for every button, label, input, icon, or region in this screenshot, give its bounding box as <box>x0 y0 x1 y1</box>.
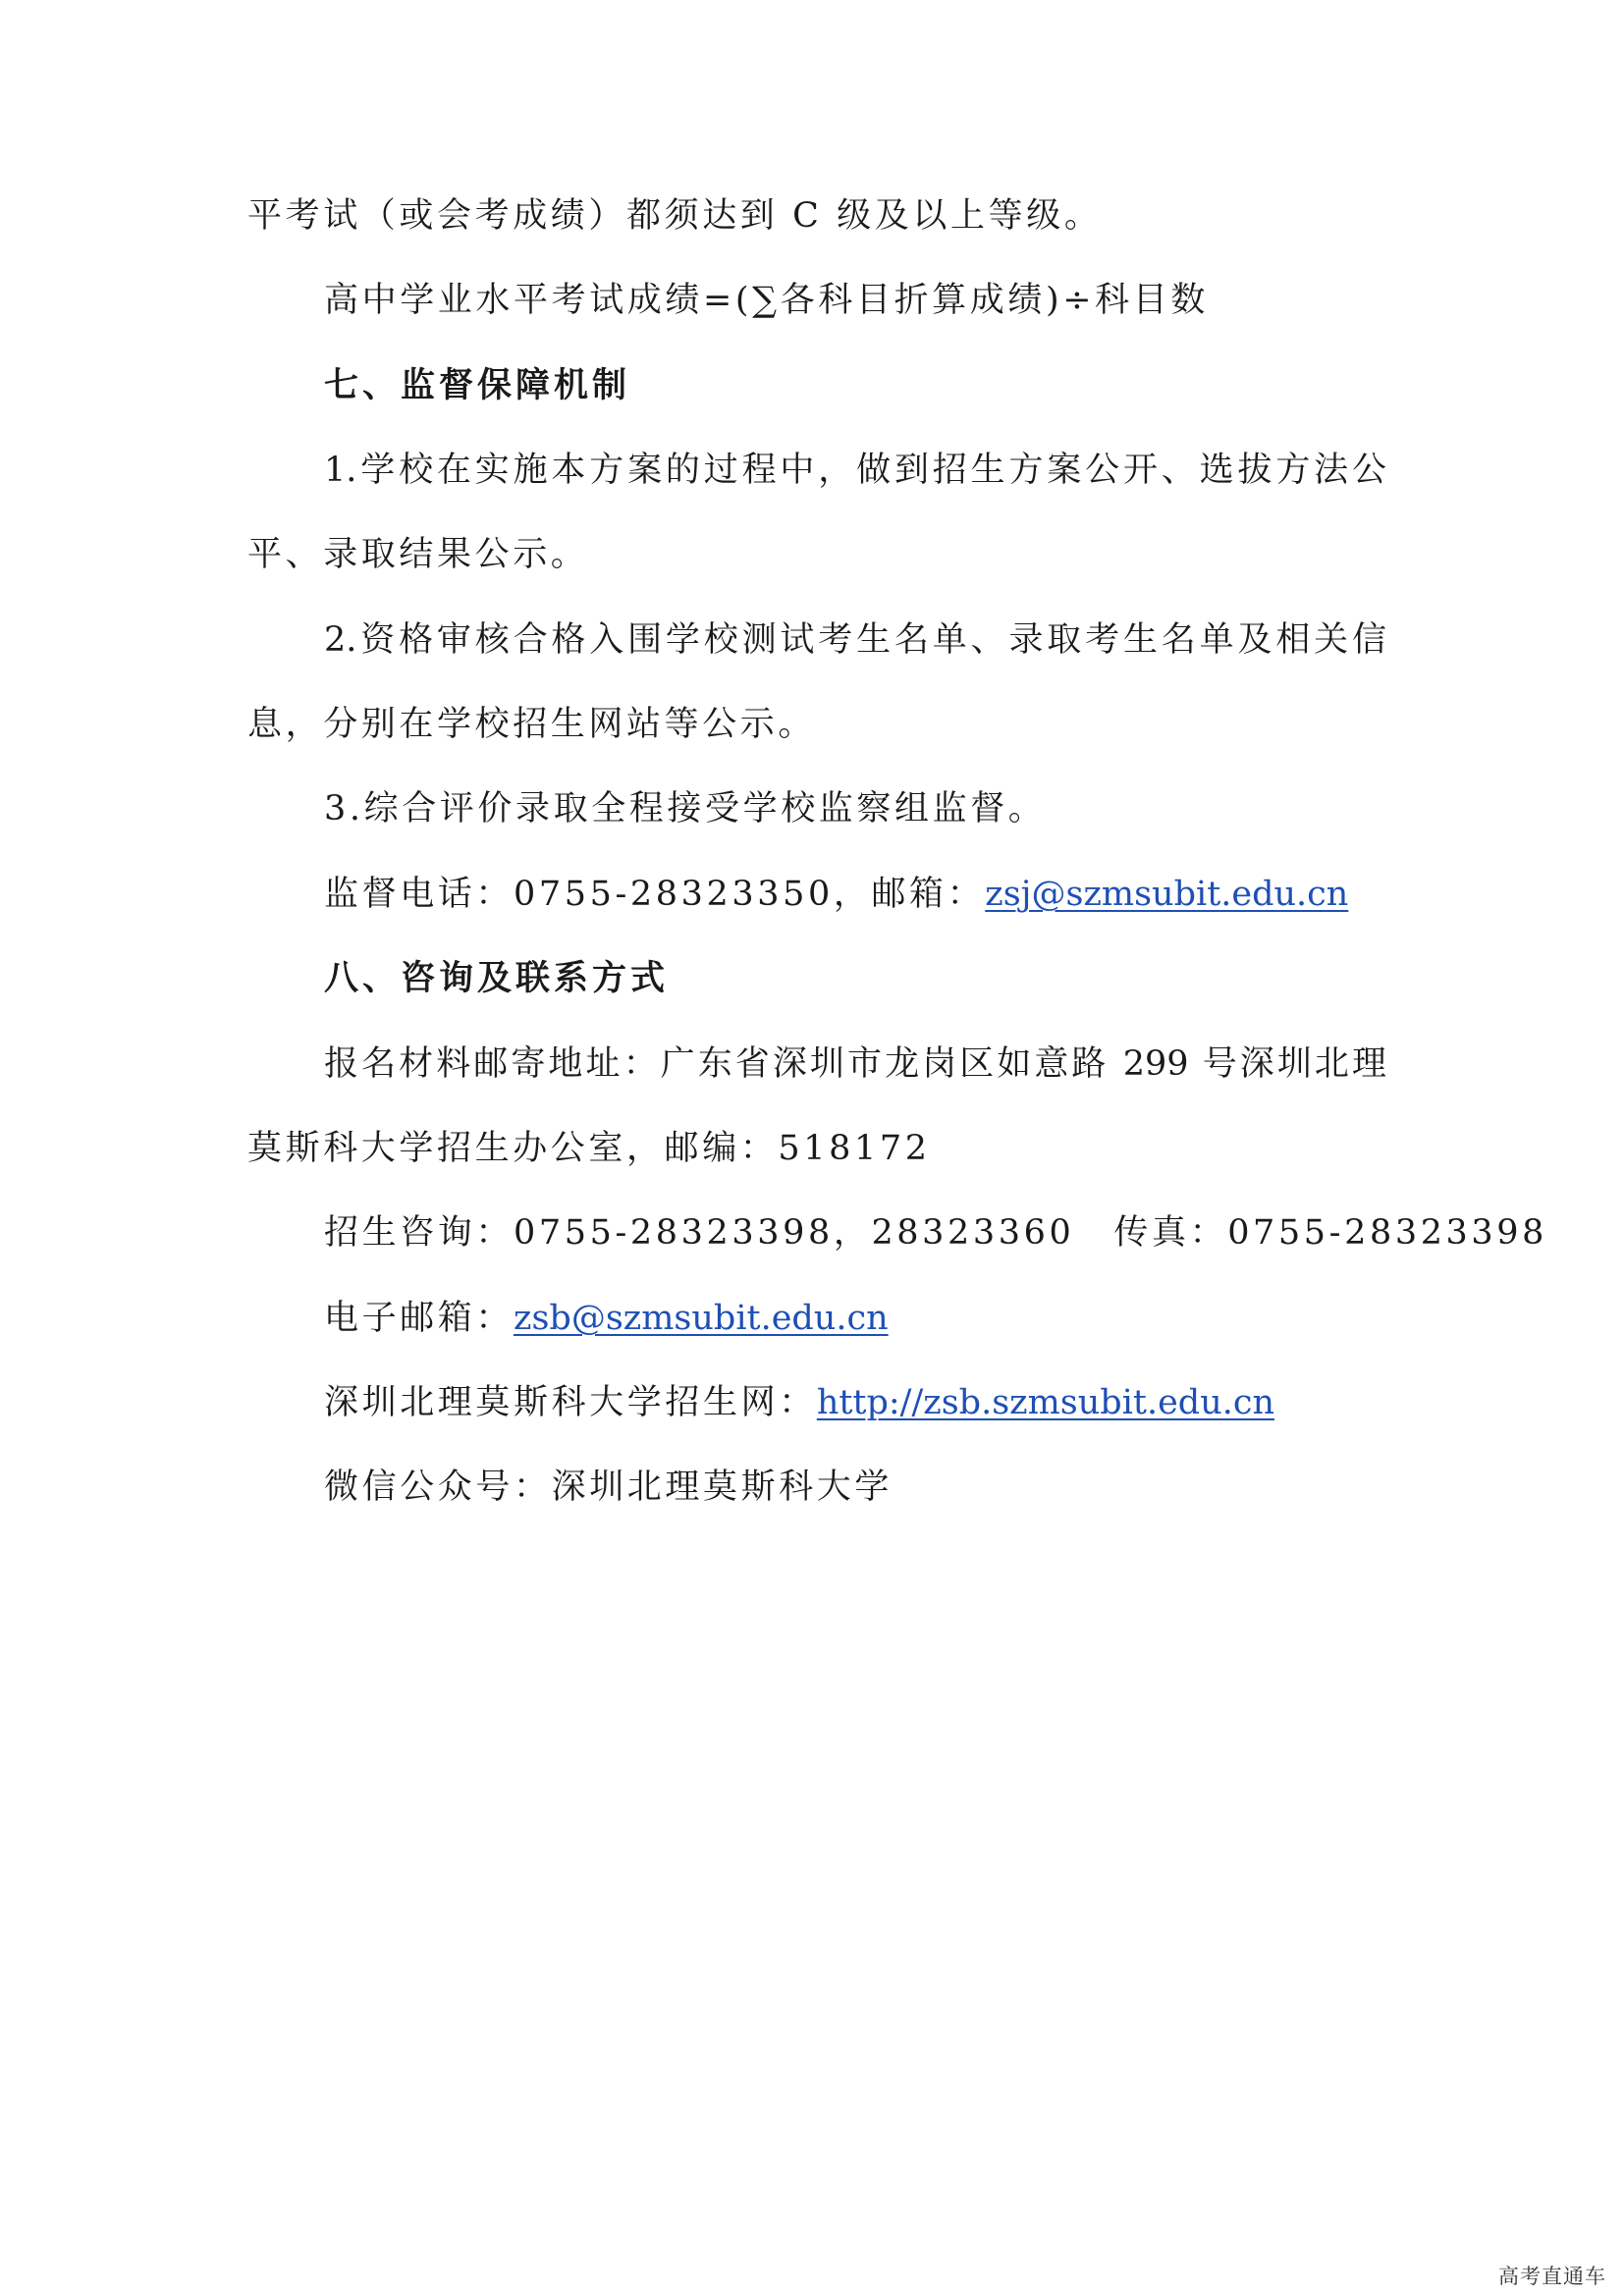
consult-fax-line <box>324 1209 1548 1256</box>
supervision-email-link[interactable]: zsj@szmsubit.edu.cn <box>985 875 1349 914</box>
supervision-item-1-line1: 1.学校在实施本方案的过程中，做到招生方案公开、选拔方法公 <box>324 451 1386 490</box>
admission-website-link[interactable]: http://zsb.szmsubit.edu.cn <box>816 1383 1275 1422</box>
section-heading-supervision: 七、监督保障机制 <box>324 366 631 405</box>
score-formula: 高中学业水平考试成绩=(∑各科目折算成绩)÷科目数 <box>324 281 1209 320</box>
section-heading-contact: 八、咨询及联系方式 <box>324 959 670 998</box>
continued-paragraph-line: 平考试（或会考成绩）都须达到 C 级及以上等级。 <box>247 196 1103 236</box>
mailing-address-line1: 报名材料邮寄地址：广东省深圳市龙岗区如意路 299 号深圳北理 <box>324 1044 1386 1084</box>
email-label: 电子邮箱： <box>324 1299 514 1338</box>
supervision-item-1-line2: 平、录取结果公示。 <box>247 535 589 574</box>
watermark-text: 高考直通车 <box>1498 2265 1606 2288</box>
mailing-address-line2: 莫斯科大学招生办公室，邮编：518172 <box>247 1129 931 1168</box>
supervision-item-2-line2: 息，分别在学校招生网站等公示。 <box>247 705 817 744</box>
fax-number: 传真：0755-28323398 <box>1113 1213 1548 1253</box>
admission-email-link[interactable]: zsb@szmsubit.edu.cn <box>514 1299 889 1338</box>
supervision-item-2-line1: 2.资格审核合格入围学校测试考生名单、录取考生名单及相关信 <box>324 620 1386 660</box>
supervision-contact-line <box>324 871 1386 918</box>
email-line <box>324 1295 1386 1342</box>
supervision-item-3: 3.综合评价录取全程接受学校监察组监督。 <box>324 789 1047 828</box>
website-label: 深圳北理莫斯科大学招生网： <box>324 1383 817 1422</box>
website-line <box>324 1379 1386 1426</box>
wechat-line: 微信公众号：深圳北理莫斯科大学 <box>324 1468 893 1507</box>
supervision-contact-label: 监督电话：0755-28323350，邮箱： <box>324 875 986 914</box>
admission-phone: 招生咨询：0755-28323398，28323360 <box>324 1213 1075 1253</box>
